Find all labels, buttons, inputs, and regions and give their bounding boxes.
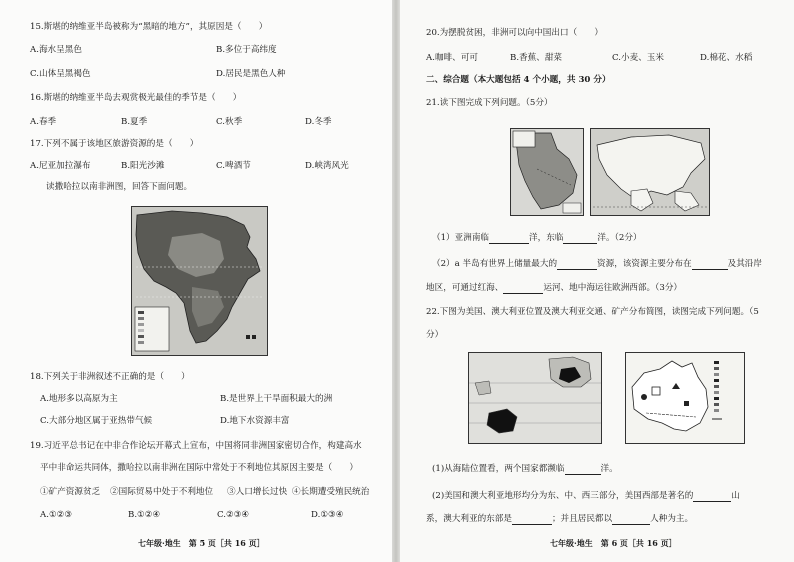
q21-p2-text-e: 运河、地中海运往欧洲西部。（3分） — [543, 283, 683, 293]
question-17-option-b: B.阳光沙滩 — [121, 161, 165, 171]
question-16-stem: 16.斯堪的纳维亚半岛去观赏极光最佳的季节是（ ） — [30, 93, 242, 103]
question-21-stem: 21.读下图完成下列问题。（5分） — [426, 98, 553, 108]
question-19-item-1: ①矿产资源贫乏 — [40, 487, 101, 497]
question-20-option-d: D.棉花、水稻 — [700, 53, 753, 63]
question-15-option-a: A.海水呈黑色 — [30, 45, 82, 55]
q22-blank-east-region[interactable] — [512, 515, 552, 525]
q21-p2-text-d: 地区，可通过红海、 — [426, 283, 504, 293]
book-gutter — [392, 0, 400, 562]
question-22-stem-line-2: 分） — [426, 330, 444, 340]
question-19-option-d: D.①③④ — [311, 510, 344, 520]
question-16-option-a: A.春季 — [30, 117, 57, 127]
question-19-option-c: C.②③④ — [217, 510, 250, 520]
question-21-part-2-line-1 — [432, 259, 762, 270]
question-17-option-d: D.峡湾风光 — [305, 161, 349, 171]
question-22-stem-line-1: 22.下图为美国、澳大利亚位置及澳大利亚交通、矿产分布简图，读图完成下列问题。（5 — [426, 307, 759, 317]
question-17-option-a: A.尼亚加拉瀑布 — [30, 161, 91, 171]
q22-blank-race[interactable] — [612, 515, 650, 525]
q21-p2-text-a: （2）a 半岛有世界上储量最大的 — [432, 259, 558, 269]
usa-australia-location-map — [468, 352, 602, 444]
question-15-option-d: D.居民是黑色人种 — [216, 69, 286, 79]
question-19-item-4: ④长期遭受殖民统治 — [292, 487, 370, 497]
question-15-stem: 15.斯堪的纳维亚半岛被称为“黑暗的地方”，其原因是（ ） — [30, 22, 268, 32]
q22-p1-text-b: 洋。 — [600, 464, 618, 474]
question-18-stem: 18.下列关于非洲叙述不正确的是（ ） — [30, 372, 190, 382]
question-17-stem: 17.下列不属于该地区旅游资源的是（ ） — [30, 139, 199, 149]
q21-p2-text-c: 及其沿岸 — [727, 259, 762, 269]
question-22-part-1 — [432, 464, 618, 475]
q22-p2-text-b: 山 — [731, 491, 741, 501]
q22-blank-mountains[interactable] — [693, 492, 731, 502]
asia-map — [590, 128, 710, 216]
question-19-stem-line-1: 19.习近平总书记在中非合作论坛开幕式上宣布，中国将同非洲国家密切合作，构建高水 — [30, 441, 362, 451]
map-intro: 读撒哈拉以南非洲图，回答下面问题。 — [46, 182, 193, 192]
q21-p1-text-b: 洋，东临 — [529, 233, 564, 243]
q22-p2-text-e: 人种为主。 — [650, 514, 694, 524]
section-heading: 二、综合题（本大题包括 4 个小题，共 30 分） — [426, 75, 611, 85]
question-18-option-d: D.地下水资源丰富 — [220, 416, 290, 426]
question-20-option-c: C.小麦、玉米 — [612, 53, 664, 63]
page-footer-left: 七年级·地生 第 5 页［共 16 页］ — [138, 538, 265, 548]
right-page — [400, 0, 794, 562]
question-15-option-b: B.多位于高纬度 — [216, 45, 277, 55]
africa-map — [132, 207, 267, 355]
question-20-option-a: A.咖啡、可可 — [426, 53, 478, 63]
q22-p2-text-a: (2)美国和澳大利亚地形均分为东、中、西三部分，美国西部是著名的 — [432, 491, 694, 501]
question-18-option-a: A.地形多以高原为主 — [40, 394, 118, 404]
q22-p1-text-a: (1)从海陆位置看，两个国家都濒临 — [432, 464, 565, 474]
question-15-option-c: C.山体呈黑褐色 — [30, 69, 91, 79]
q21-blank-canal[interactable] — [503, 284, 543, 294]
q21-p1-text-c: 洋。（2分） — [597, 233, 642, 243]
question-19-item-3: ③人口增长过快 — [227, 487, 288, 497]
africa-map-figure — [131, 206, 268, 356]
question-22-part-2-line-1 — [432, 491, 740, 502]
page-footer-right: 七年级·地生 第 6 页［共 16 页］ — [550, 538, 677, 548]
question-18-option-b: B.是世界上干旱面积最大的洲 — [220, 394, 333, 404]
question-16-option-b: B.夏季 — [121, 117, 148, 127]
question-17-option-c: C.啤酒节 — [216, 161, 251, 171]
q21-p2-text-b: 资源，该资源主要分布在 — [597, 259, 692, 269]
question-16-option-d: D.冬季 — [305, 117, 332, 127]
question-19-option-a: A.①②③ — [40, 510, 73, 520]
left-page — [0, 0, 392, 562]
australia-resources-map — [625, 352, 745, 444]
question-22-part-2-line-2 — [426, 514, 693, 525]
q22-blank-ocean[interactable] — [565, 465, 601, 475]
q21-p1-text-a: （1）亚洲南临 — [432, 233, 490, 243]
q21-blank-east-ocean[interactable] — [563, 234, 597, 244]
question-19-option-b: B.①②④ — [128, 510, 161, 520]
q21-blank-resource[interactable] — [557, 260, 597, 270]
question-21-part-1 — [432, 233, 642, 244]
q22-p2-text-c: 系，澳大利亚的东部是 — [426, 514, 512, 524]
q21-blank-south-ocean[interactable] — [489, 234, 529, 244]
question-20-stem: 20.为摆脱贫困，非洲可以向中国出口（ ） — [426, 28, 603, 38]
question-21-part-2-line-2 — [426, 283, 682, 294]
q22-p2-text-d: ；并且居民都以 — [551, 514, 613, 524]
arabian-peninsula-map — [510, 128, 584, 216]
q21-blank-location[interactable] — [692, 260, 728, 270]
question-19-stem-line-2: 平中非命运共同体，撒哈拉以南非洲在国际中常处于不利地位其原因主要是（ ） — [40, 463, 358, 473]
question-19-item-2: ②国际贸易中处于不利地位 — [110, 487, 214, 497]
question-18-option-c: C.大部分地区属于亚热带气候 — [40, 416, 153, 426]
question-16-option-c: C.秋季 — [216, 117, 243, 127]
question-20-option-b: B.香蕉、甜菜 — [510, 53, 563, 63]
